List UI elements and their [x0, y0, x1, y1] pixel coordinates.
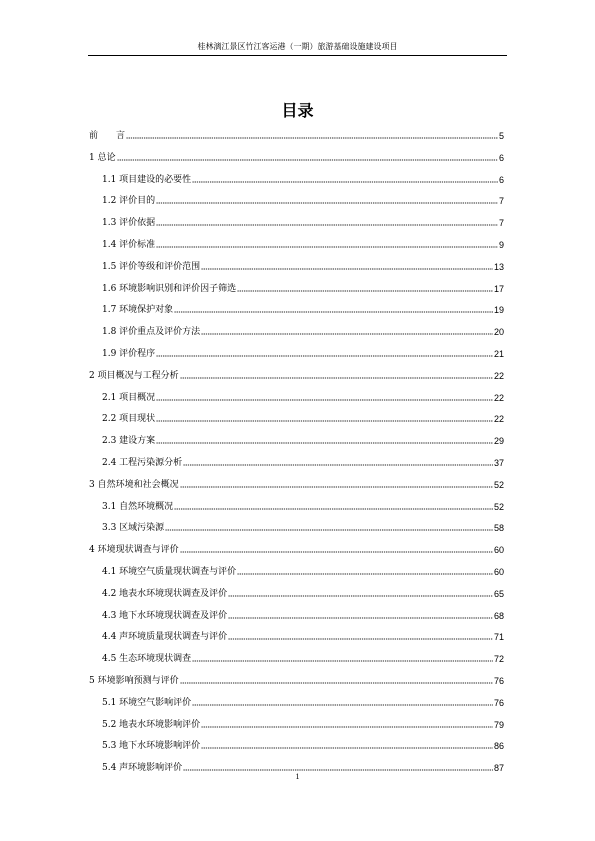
toc-entry-label: 5 环境影响预测与评价: [89, 676, 179, 686]
toc-entry-page: 87: [493, 763, 504, 774]
toc-entry-page: 22: [493, 414, 504, 425]
toc-dot-leader: [192, 181, 498, 183]
toc-entry[interactable]: [102, 435, 504, 447]
toc-entry-label: 5.3 地下水环境影响评价: [102, 741, 201, 752]
toc-entry-label: 2 项目概况与工程分析: [89, 370, 179, 381]
toc-entry-label: 1.8 评价重点及评价方法: [102, 327, 201, 338]
toc-dot-leader: [156, 420, 493, 422]
toc-entry[interactable]: [102, 631, 504, 643]
toc-entry[interactable]: [89, 130, 504, 142]
toc-dot-leader: [201, 747, 493, 749]
toc-entry-label: 1.2 评价目的: [102, 196, 156, 207]
toc-entry[interactable]: [89, 370, 504, 382]
toc-dot-leader: [180, 486, 493, 488]
toc-entry-page: 19: [493, 305, 504, 316]
toc-entry[interactable]: [102, 304, 504, 316]
toc-entry[interactable]: [102, 283, 504, 295]
toc-entry-label: 1.5 评价等级和评价范围: [102, 261, 201, 272]
toc-entry-page: 21: [493, 349, 504, 359]
toc-dot-leader: [183, 464, 493, 466]
toc-entry-label: 1.7 环境保护对象: [102, 305, 174, 316]
toc-entry-page: 52: [493, 501, 504, 512]
toc-entry-page: 60: [493, 567, 504, 577]
toc-entry-page: 76: [493, 676, 504, 686]
toc-entry-label: 3.1 自然环境概况: [102, 501, 174, 512]
toc-dot-leader: [237, 573, 493, 575]
toc-dot-leader: [228, 638, 493, 640]
toc-entry-label: 2.1 项目概况: [102, 392, 156, 403]
toc-dot-leader: [201, 268, 493, 270]
toc-entry[interactable]: [102, 392, 504, 404]
toc-dot-leader: [237, 290, 493, 292]
toc-dot-leader: [165, 529, 493, 531]
toc-entry[interactable]: [102, 740, 504, 752]
toc-entry[interactable]: [102, 522, 504, 534]
toc-entry-page: 68: [493, 610, 504, 621]
toc-dot-leader: [174, 508, 493, 510]
toc-entry-label: 前 言: [89, 131, 126, 141]
toc-entry[interactable]: [89, 675, 504, 687]
toc-entry-page: 6: [498, 174, 504, 185]
toc-entry[interactable]: [102, 610, 504, 622]
toc-entry-page: 22: [493, 392, 504, 403]
toc-entry-label: 2.2 项目现状: [102, 414, 156, 425]
toc-entry-page: 37: [493, 458, 504, 468]
running-header: 桂林漓江景区竹江客运港（一期）旅游基础设施建设项目: [197, 42, 398, 51]
toc-dot-leader: [156, 246, 498, 248]
toc-dot-leader: [156, 202, 498, 204]
toc-entry-label: 1.4 评价标准: [102, 240, 156, 250]
toc-entry[interactable]: [102, 348, 504, 360]
toc-entry-page: 71: [493, 632, 504, 643]
toc-dot-leader: [174, 311, 493, 313]
toc-entry-page: 65: [493, 588, 504, 599]
toc-entry-page: 60: [493, 545, 504, 556]
toc-entry-label: 5.2 地表水环境影响评价: [102, 719, 201, 730]
toc-entry[interactable]: [102, 239, 504, 251]
toc-entry[interactable]: [102, 501, 504, 513]
toc-entry[interactable]: [102, 588, 504, 600]
toc-dot-leader: [183, 769, 493, 771]
toc-entry[interactable]: [89, 544, 504, 556]
toc-dot-leader: [180, 551, 493, 553]
toc-entry[interactable]: [102, 653, 504, 665]
toc-entry-label: 5.4 声环境影响评价: [102, 763, 183, 774]
toc-entry-page: 6: [498, 152, 504, 163]
toc-dot-leader: [201, 333, 493, 335]
toc-entry-label: 4.4 声环境质量现状调查与评价: [102, 632, 228, 643]
toc-entry-label: 1.1 项目建设的必要性: [102, 174, 192, 185]
toc-entry[interactable]: [89, 479, 504, 491]
toc-entry[interactable]: [102, 413, 504, 425]
toc-entry[interactable]: [102, 719, 504, 731]
toc-entry[interactable]: [102, 195, 504, 207]
toc-entry-page: 7: [498, 218, 504, 229]
toc-entry-page: 72: [493, 654, 504, 665]
toc-entry-label: 2.3 建设方案: [102, 436, 156, 447]
toc-dot-leader: [156, 224, 498, 226]
toc-entry-page: 76: [493, 697, 504, 708]
toc-entry[interactable]: [102, 326, 504, 338]
toc-entry-label: 2.4 工程污染源分析: [102, 458, 183, 468]
toc-entry-page: 52: [493, 479, 504, 490]
toc-entry-page: 5: [498, 131, 504, 141]
toc-dot-leader: [156, 355, 493, 357]
toc-entry[interactable]: [102, 261, 504, 273]
toc-entry[interactable]: [102, 566, 504, 578]
toc-dot-leader: [180, 682, 493, 684]
toc-dot-leader: [117, 159, 498, 161]
toc-dot-leader: [228, 595, 493, 597]
toc-entry[interactable]: [89, 152, 504, 164]
toc-entry-page: 29: [493, 436, 504, 447]
toc-entry-page: 20: [493, 327, 504, 338]
toc-entry-label: 1.3 评价依据: [102, 218, 156, 229]
toc-entry-label: 1 总论: [89, 152, 116, 163]
toc-entry[interactable]: [102, 457, 504, 469]
toc-dot-leader: [156, 442, 493, 444]
toc-title: 目录: [281, 101, 314, 120]
toc-entry-label: 4.2 地表水环境现状调查及评价: [102, 588, 228, 599]
toc-entry-page: 22: [493, 370, 504, 381]
toc-entry-label: 4.1 环境空气质量现状调查与评价: [102, 567, 237, 577]
toc-dot-leader: [192, 704, 493, 706]
toc-dot-leader: [126, 137, 498, 139]
toc-entry-label: 3.3 区域污染源: [102, 523, 165, 534]
toc-entry-label: 5.1 环境空气影响评价: [102, 697, 192, 708]
toc-dot-leader: [156, 399, 493, 401]
page-number: 1: [295, 772, 300, 781]
toc-entry-label: 1.9 评价程序: [102, 349, 156, 359]
toc-entry-label: 4.3 地下水环境现状调查及评价: [102, 610, 228, 621]
toc-entry-page: 79: [493, 719, 504, 730]
toc-entry-page: 58: [493, 523, 504, 534]
toc-entry-page: 86: [493, 741, 504, 752]
toc-entry-page: 9: [498, 240, 504, 250]
toc-dot-leader: [192, 660, 493, 662]
toc-entry[interactable]: [102, 697, 504, 709]
toc-entry-label: 4 环境现状调查与评价: [89, 545, 179, 556]
toc-entry[interactable]: [102, 217, 504, 229]
toc-dot-leader: [228, 617, 493, 619]
toc-dot-leader: [180, 377, 493, 379]
toc-entry-label: 4.5 生态环境现状调查: [102, 654, 192, 665]
toc-entry-page: 7: [498, 196, 504, 207]
toc-dot-leader: [201, 726, 493, 728]
toc-entry-label: 1.6 环境影响识别和评价因子筛选: [102, 283, 237, 294]
toc-entry-page: 17: [493, 283, 504, 294]
toc-entry-label: 3 自然环境和社会概况: [89, 479, 179, 490]
toc-entry-page: 13: [493, 261, 504, 272]
toc-entry[interactable]: [102, 174, 504, 186]
